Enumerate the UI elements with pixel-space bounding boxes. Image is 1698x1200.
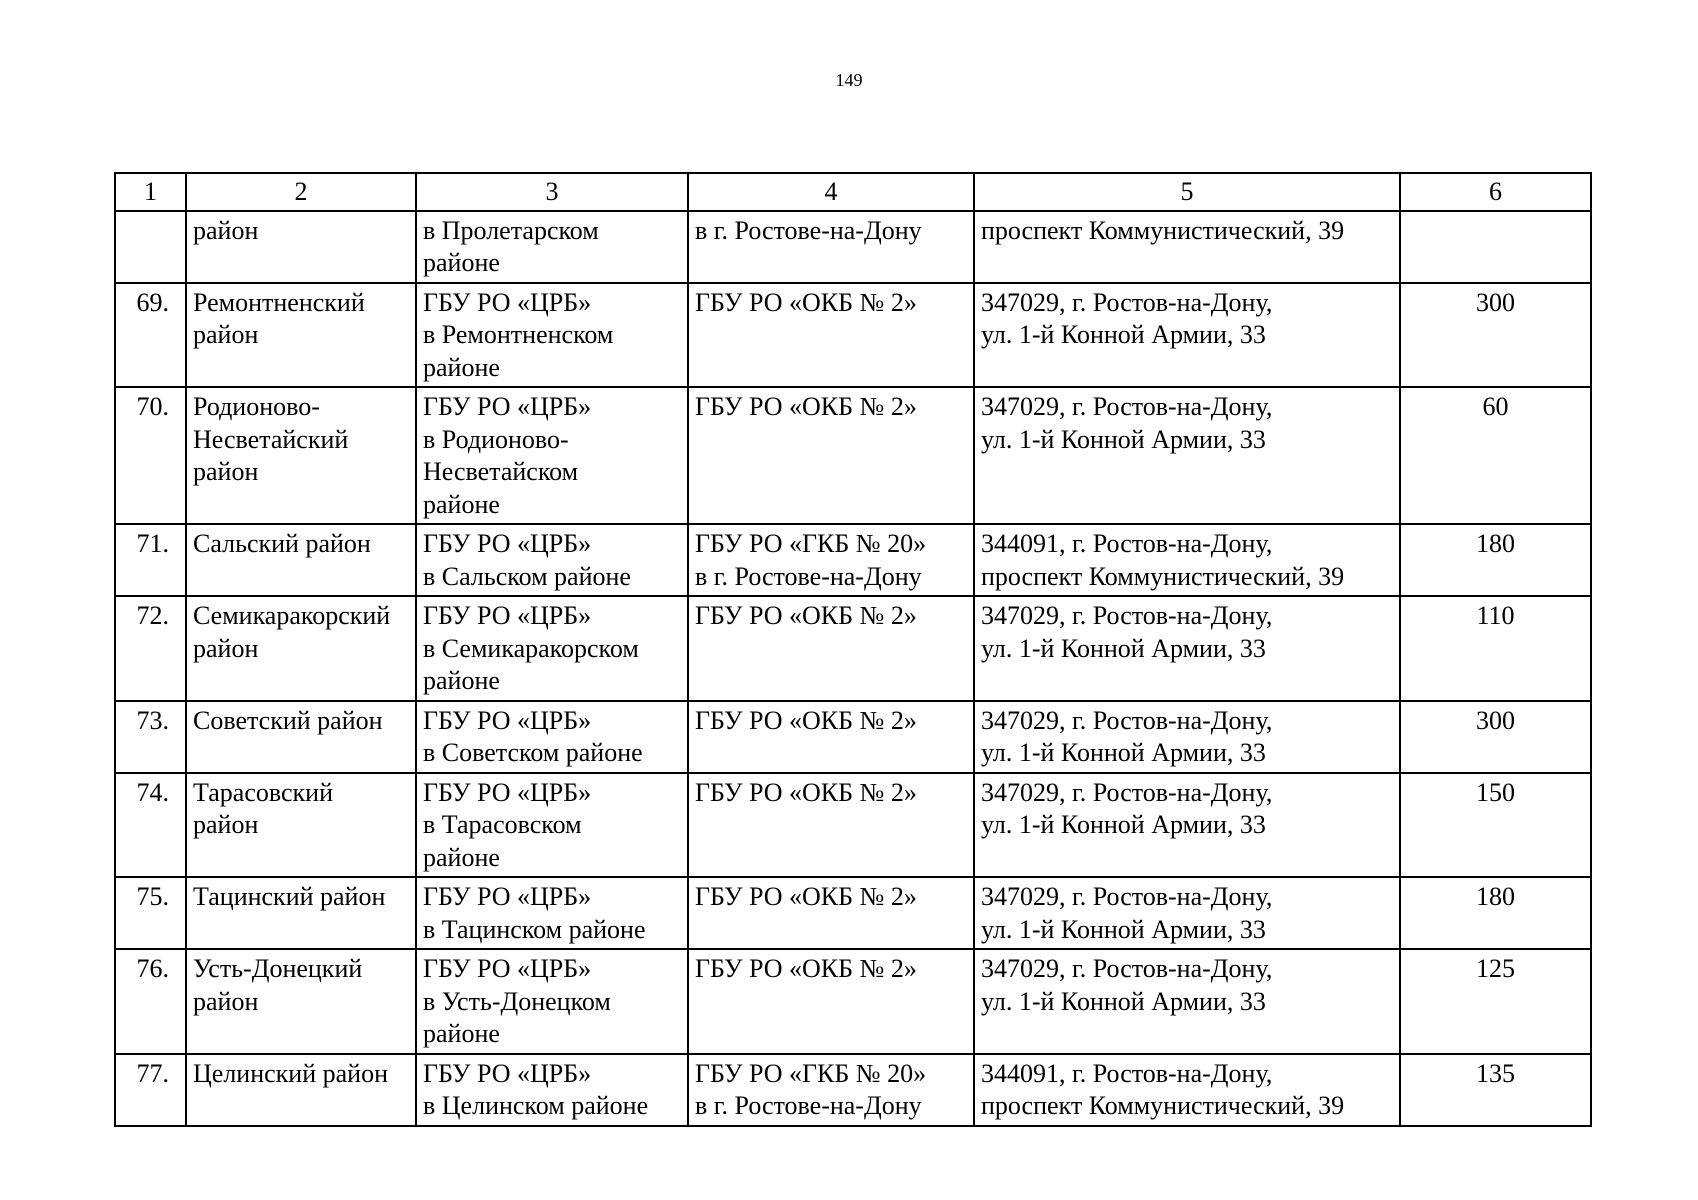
row-number: 69. bbox=[115, 283, 186, 388]
value-cell: 110 bbox=[1400, 596, 1591, 701]
local-hospital-cell: ГБУ РО «ЦРБ» в Родионово- Несветайском районе bbox=[416, 387, 688, 524]
table-row bbox=[115, 701, 1591, 773]
district-cell: Тацинский район bbox=[186, 877, 416, 949]
data-table bbox=[114, 172, 1592, 1127]
page-number: 149 bbox=[835, 70, 863, 90]
row-number: 71. bbox=[115, 524, 186, 596]
table-row bbox=[115, 1054, 1591, 1126]
district-cell: Ремонтненский район bbox=[186, 283, 416, 388]
receiving-hospital-cell: ГБУ РО «ОКБ № 2» bbox=[688, 596, 974, 701]
value-cell: 180 bbox=[1400, 877, 1591, 949]
address-cell: 347029, г. Ростов-на-Дону, ул. 1-й Конной Армии, 33 bbox=[974, 701, 1400, 773]
address-cell: проспект Коммунистический, 39 bbox=[974, 211, 1400, 283]
address-cell: 347029, г. Ростов-на-Дону, ул. 1-й Конной Армии, 33 bbox=[974, 877, 1400, 949]
value-cell: 180 bbox=[1400, 524, 1591, 596]
row-number bbox=[115, 211, 186, 283]
local-hospital-cell: ГБУ РО «ЦРБ» в Советском районе bbox=[416, 701, 688, 773]
row-number: 77. bbox=[115, 1054, 186, 1126]
column-header-3: 3 bbox=[416, 173, 688, 211]
receiving-hospital-cell: ГБУ РО «ОКБ № 2» bbox=[688, 949, 974, 1054]
value-cell: 60 bbox=[1400, 387, 1591, 524]
local-hospital-cell: ГБУ РО «ЦРБ» в Усть-Донецком районе bbox=[416, 949, 688, 1054]
receiving-hospital-cell: ГБУ РО «ГКБ № 20» в г. Ростове-на-Дону bbox=[688, 524, 974, 596]
district-cell: Целинский район bbox=[186, 1054, 416, 1126]
receiving-hospital-cell: ГБУ РО «ОКБ № 2» bbox=[688, 773, 974, 878]
value-cell bbox=[1400, 211, 1591, 283]
table-row bbox=[115, 949, 1591, 1054]
row-number: 70. bbox=[115, 387, 186, 524]
address-cell: 344091, г. Ростов-на-Дону, проспект Коммунистический, 39 bbox=[974, 524, 1400, 596]
local-hospital-cell: ГБУ РО «ЦРБ» в Ремонтненском районе bbox=[416, 283, 688, 388]
value-cell: 300 bbox=[1400, 283, 1591, 388]
value-cell: 300 bbox=[1400, 701, 1591, 773]
district-cell: Усть-Донецкий район bbox=[186, 949, 416, 1054]
district-cell: Сальский район bbox=[186, 524, 416, 596]
receiving-hospital-cell: ГБУ РО «ОКБ № 2» bbox=[688, 701, 974, 773]
row-number: 73. bbox=[115, 701, 186, 773]
column-header-1: 1 bbox=[115, 173, 186, 211]
receiving-hospital-cell: в г. Ростове-на-Дону bbox=[688, 211, 974, 283]
local-hospital-cell: ГБУ РО «ЦРБ» в Семикаракорском районе bbox=[416, 596, 688, 701]
column-header-6: 6 bbox=[1400, 173, 1591, 211]
header-row bbox=[115, 173, 1591, 211]
local-hospital-cell: ГБУ РО «ЦРБ» в Тарасовском районе bbox=[416, 773, 688, 878]
row-number: 74. bbox=[115, 773, 186, 878]
table-row bbox=[115, 283, 1591, 388]
address-cell: 347029, г. Ростов-на-Дону, ул. 1-й Конной Армии, 33 bbox=[974, 387, 1400, 524]
receiving-hospital-cell: ГБУ РО «ГКБ № 20» в г. Ростове-на-Дону bbox=[688, 1054, 974, 1126]
row-number: 76. bbox=[115, 949, 186, 1054]
address-cell: 347029, г. Ростов-на-Дону, ул. 1-й Конной Армии, 33 bbox=[974, 949, 1400, 1054]
address-cell: 344091, г. Ростов-на-Дону, проспект Коммунистический, 39 bbox=[974, 1054, 1400, 1126]
district-cell: Тарасовский район bbox=[186, 773, 416, 878]
column-header-5: 5 bbox=[974, 173, 1400, 211]
district-cell: район bbox=[186, 211, 416, 283]
receiving-hospital-cell: ГБУ РО «ОКБ № 2» bbox=[688, 283, 974, 388]
district-cell: Советский район bbox=[186, 701, 416, 773]
address-cell: 347029, г. Ростов-на-Дону, ул. 1-й Конной Армии, 33 bbox=[974, 773, 1400, 878]
local-hospital-cell: ГБУ РО «ЦРБ» в Тацинском районе bbox=[416, 877, 688, 949]
table-row bbox=[115, 387, 1591, 524]
column-header-4: 4 bbox=[688, 173, 974, 211]
table-body bbox=[115, 211, 1591, 1126]
value-cell: 125 bbox=[1400, 949, 1591, 1054]
table-row bbox=[115, 524, 1591, 596]
value-cell: 135 bbox=[1400, 1054, 1591, 1126]
column-header-2: 2 bbox=[186, 173, 416, 211]
table-row bbox=[115, 211, 1591, 283]
address-cell: 347029, г. Ростов-на-Дону, ул. 1-й Конной Армии, 33 bbox=[974, 596, 1400, 701]
row-number: 75. bbox=[115, 877, 186, 949]
table-row bbox=[115, 596, 1591, 701]
district-cell: Семикаракорский район bbox=[186, 596, 416, 701]
table-row bbox=[115, 877, 1591, 949]
row-number: 72. bbox=[115, 596, 186, 701]
local-hospital-cell: ГБУ РО «ЦРБ» в Целинском районе bbox=[416, 1054, 688, 1126]
receiving-hospital-cell: ГБУ РО «ОКБ № 2» bbox=[688, 387, 974, 524]
table-row bbox=[115, 773, 1591, 878]
receiving-hospital-cell: ГБУ РО «ОКБ № 2» bbox=[688, 877, 974, 949]
local-hospital-cell: в Пролетарском районе bbox=[416, 211, 688, 283]
address-cell: 347029, г. Ростов-на-Дону, ул. 1-й Конной Армии, 33 bbox=[974, 283, 1400, 388]
district-cell: Родионово- Несветайский район bbox=[186, 387, 416, 524]
local-hospital-cell: ГБУ РО «ЦРБ» в Сальском районе bbox=[416, 524, 688, 596]
value-cell: 150 bbox=[1400, 773, 1591, 878]
